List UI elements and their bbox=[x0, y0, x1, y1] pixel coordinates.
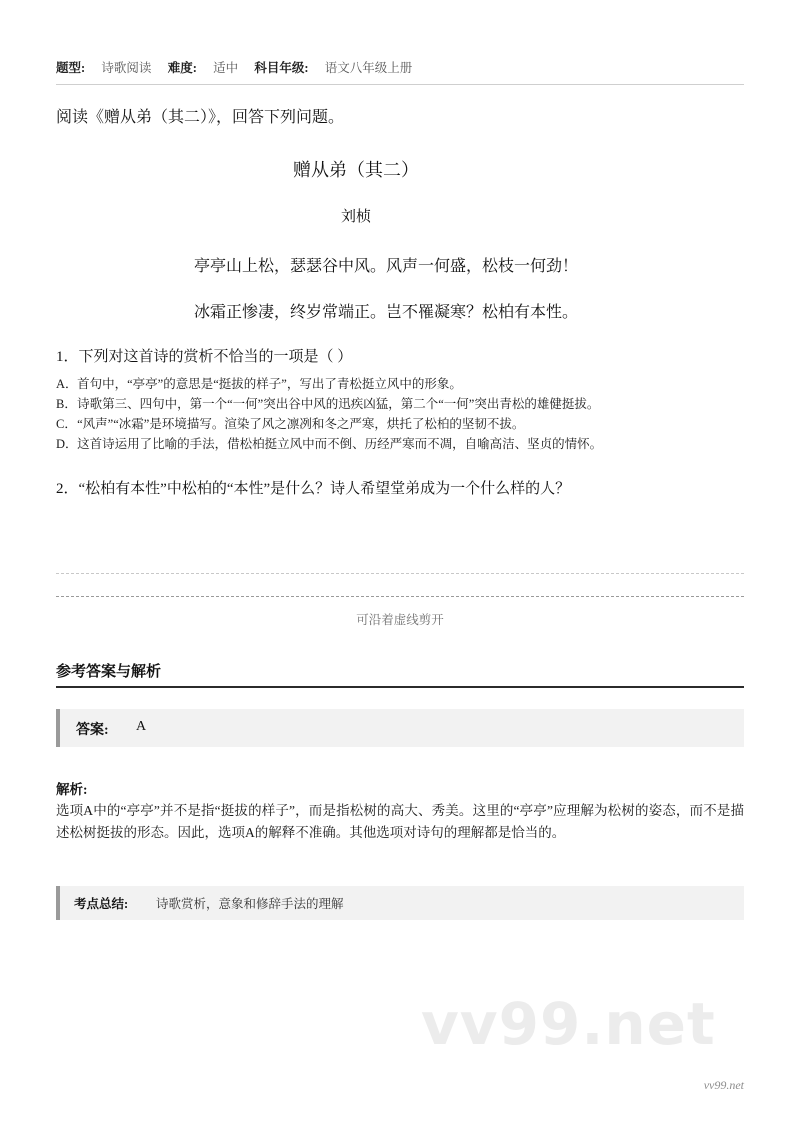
keypoint-value: 诗歌赏析，意象和修辞手法的理解 bbox=[156, 897, 344, 911]
meta-subject-value: 语文八年级上册 bbox=[324, 61, 413, 75]
analysis-label: 解析: bbox=[56, 782, 88, 797]
option-text: 首句中，“亭亭”的意思是“挺拔的样子”，写出了青松挺立风中的形象。 bbox=[77, 377, 462, 391]
option-text: 诗歌第三、四句中，第一个“一何”突出谷中风的迅疾凶猛，第二个“一何”突出青松的雄健挺拔。 bbox=[77, 397, 600, 411]
option-item bbox=[56, 414, 744, 434]
cut-line-label: 可沿着虚线剪开 bbox=[356, 613, 444, 627]
answer-section-heading: 参考答案与解析 bbox=[56, 664, 162, 680]
page-content bbox=[56, 0, 744, 1131]
option-label: D． bbox=[56, 437, 78, 451]
poem-author: 刘桢 bbox=[340, 209, 371, 225]
dashed-line-upper bbox=[56, 573, 744, 574]
option-text: 这首诗运用了比喻的手法，借松柏挺立风中而不倒、历经严寒而不凋，自喻高洁、坚贞的情怀。 bbox=[77, 437, 603, 451]
poem-line: 亭亭山上松，瑟瑟谷中风。风声一何盛，松枝一何劲！ bbox=[193, 258, 578, 275]
answer-box bbox=[56, 709, 744, 747]
watermark: vv99.net bbox=[421, 990, 716, 1058]
reading-prompt: 阅读《赠从弟（其二）》，回答下列问题。 bbox=[56, 109, 345, 126]
meta-subject-label: 科目年级: bbox=[254, 61, 309, 75]
dashed-line-lower bbox=[56, 596, 744, 597]
option-item bbox=[56, 434, 744, 454]
option-text: “风声”“冰霜”是环境描写。渲染了风之凛冽和冬之严寒，烘托了松柏的坚韧不拔。 bbox=[77, 417, 525, 431]
poem-title: 赠从弟（其二） bbox=[293, 160, 419, 180]
option-item bbox=[56, 394, 744, 414]
option-label: B． bbox=[56, 397, 77, 411]
meta-divider bbox=[56, 84, 744, 85]
meta-difficulty-value: 适中 bbox=[213, 61, 239, 75]
poem-line: 冰霜正惨凄，终岁常端正。岂不罹凝寒？松柏有本性。 bbox=[193, 304, 578, 321]
meta-line bbox=[56, 58, 744, 76]
answer-label: 答案: bbox=[76, 723, 109, 738]
meta-difficulty-label: 难度: bbox=[167, 61, 197, 75]
meta-type-value: 诗歌阅读 bbox=[101, 61, 152, 75]
question-1-options bbox=[56, 374, 744, 454]
page-footer: vv99.net bbox=[703, 1078, 744, 1092]
answer-value: A bbox=[136, 719, 147, 734]
option-label: C． bbox=[56, 417, 77, 431]
meta-type-label: 题型: bbox=[56, 61, 86, 75]
keypoint-box bbox=[56, 886, 744, 920]
question-2-stem: 2．“松柏有本性”中松柏的“本性”是什么？诗人希望堂弟成为一个什么样的人？ bbox=[56, 481, 571, 497]
answer-section-divider bbox=[56, 686, 744, 688]
keypoint-label: 考点总结: bbox=[74, 897, 129, 911]
question-1-stem: 1．下列对这首诗的赏析不恰当的一项是（ ） bbox=[56, 349, 353, 365]
option-item bbox=[56, 374, 744, 394]
analysis-text: 选项A中的“亭亭”并不是指“挺拔的样子”，而是指松树的高大、秀美。这里的“亭亭”应理解为松树的姿态，而不是描述松树挺拔的形态。因此，选项A的解释不准确。其他选项对诗句的理解都是恰当的。 bbox=[56, 803, 744, 840]
option-label: A． bbox=[56, 377, 78, 391]
